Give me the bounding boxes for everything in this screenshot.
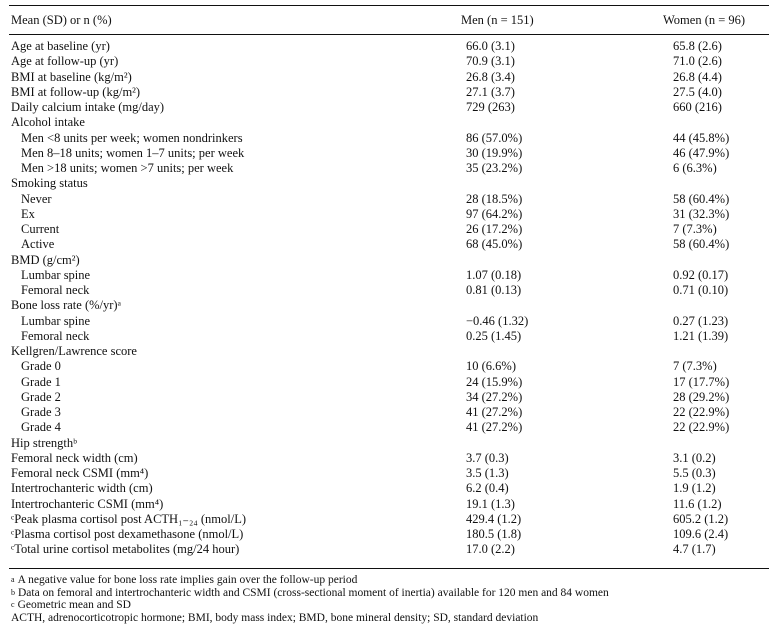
men-value: 26 (17.2%) xyxy=(466,222,523,236)
men-value: 0.25 (1.45) xyxy=(466,328,522,343)
men-value: 35 (23.2%) xyxy=(466,161,523,175)
row-label: ᶜPeak plasma cortisol post ACTH₁₋₂₄ (nmol/L) xyxy=(11,511,246,526)
men-value: 24 (15.9%) xyxy=(466,374,523,389)
women-value: 31 (32.3%) xyxy=(673,206,730,221)
row-label: Never xyxy=(21,191,52,206)
table-row xyxy=(0,329,777,344)
men-value: 3.5 (1.3) xyxy=(466,466,509,480)
row-label: Ex xyxy=(21,206,35,221)
header-measure: Mean (SD) or n (%) xyxy=(11,13,112,27)
men-value: 28 (18.5%) xyxy=(466,191,523,206)
table-row xyxy=(0,466,777,481)
row-label: Alcohol intake xyxy=(11,115,85,130)
row-label: Lumbar spine xyxy=(21,313,91,328)
men-value: 17.0 (2.2) xyxy=(466,542,515,557)
row-label: Age at baseline (yr) xyxy=(11,39,110,53)
men-value: 41 (27.2%) xyxy=(466,405,523,419)
women-value: 11.6 (1.2) xyxy=(673,496,722,511)
women-value: 65.8 (2.6) xyxy=(673,39,722,53)
table-row xyxy=(0,146,777,161)
row-label: Femoral neck xyxy=(21,283,90,297)
table-row xyxy=(0,375,777,390)
header-rule xyxy=(9,34,769,35)
women-value: 0.27 (1.23) xyxy=(673,313,729,328)
footnote xyxy=(11,574,771,587)
table-row xyxy=(0,253,777,268)
footnotes xyxy=(11,574,771,624)
women-value: 26.8 (4.4) xyxy=(673,69,722,84)
row-label: Kellgren/Lawrence score xyxy=(11,344,137,358)
row-label: BMD (g/cm²) xyxy=(11,252,80,267)
row-label: Grade 0 xyxy=(21,359,61,374)
men-value: 180.5 (1.8) xyxy=(466,527,522,541)
women-value: 46 (47.9%) xyxy=(673,145,730,160)
men-value: 27.1 (3.7) xyxy=(466,84,515,99)
men-value: 34 (27.2%) xyxy=(466,389,523,404)
row-label: Lumbar spine xyxy=(21,267,91,282)
women-value: 6 (6.3%) xyxy=(673,161,717,175)
table-row xyxy=(0,542,777,557)
footnote xyxy=(11,612,771,625)
row-label: Current xyxy=(21,222,60,236)
row-label: Smoking status xyxy=(11,176,88,191)
header-women: Women (n = 96) xyxy=(663,13,746,27)
women-value: 58 (60.4%) xyxy=(673,191,730,206)
row-label: Men 8–18 units; women 1–7 units; per week xyxy=(21,145,245,160)
table-row xyxy=(0,39,777,54)
men-value: 0.81 (0.13) xyxy=(466,283,522,297)
table-row xyxy=(0,497,777,512)
table-row xyxy=(0,161,777,176)
women-value: 17 (17.7%) xyxy=(673,374,730,389)
women-value: 3.1 (0.2) xyxy=(673,450,716,465)
women-value: 22 (22.9%) xyxy=(673,405,730,419)
table-row xyxy=(0,512,777,527)
men-value: 86 (57.0%) xyxy=(466,130,523,145)
women-value: 28 (29.2%) xyxy=(673,389,730,404)
footnote-text: Data on femoral and intertrochanteric width and CSMI (cross-sectional moment of inertia) available for 120 men and 84 women xyxy=(18,586,609,599)
footnote xyxy=(11,587,771,600)
row-label: ᶜPlasma cortisol post dexamethasone (nmol/L) xyxy=(11,527,244,541)
women-value: 0.71 (0.10) xyxy=(673,283,729,297)
row-label: Femoral neck width (cm) xyxy=(11,450,138,465)
men-value: 6.2 (0.4) xyxy=(466,481,509,496)
women-value: 7 (7.3%) xyxy=(673,222,717,236)
row-label: Intertrochanteric width (cm) xyxy=(11,481,153,496)
table-row xyxy=(0,222,777,237)
footnote-mark: c xyxy=(11,600,15,609)
men-value: 1.07 (0.18) xyxy=(466,267,522,282)
footnote-mark: b xyxy=(11,587,15,597)
table-row xyxy=(0,237,777,252)
table-row xyxy=(0,481,777,496)
table-row xyxy=(0,176,777,191)
row-label: Intertrochanteric CSMI (mm⁴) xyxy=(11,496,164,511)
women-value: 22 (22.9%) xyxy=(673,420,730,435)
row-label: Femoral neck xyxy=(21,328,90,343)
table-row xyxy=(0,527,777,542)
table-row xyxy=(0,436,777,451)
women-value: 109.6 (2.4) xyxy=(673,527,729,541)
bottom-rule xyxy=(9,568,769,569)
table-row xyxy=(0,268,777,283)
women-value: 27.5 (4.0) xyxy=(673,84,722,99)
table-row xyxy=(0,298,777,313)
men-value: 429.4 (1.2) xyxy=(466,511,522,526)
table-row xyxy=(0,283,777,298)
top-rule xyxy=(9,5,769,6)
women-value: 0.92 (0.17) xyxy=(673,267,729,282)
women-value: 1.9 (1.2) xyxy=(673,481,716,496)
men-value: 10 (6.6%) xyxy=(466,359,516,374)
table-row xyxy=(0,405,777,420)
footnote-text: ACTH, adrenocorticotropic hormone; BMI, body mass index; BMD, bone mineral density; SD, standard deviation xyxy=(11,611,539,624)
men-value: 70.9 (3.1) xyxy=(466,54,515,69)
table-row xyxy=(0,207,777,222)
footnote-mark: a xyxy=(11,575,15,584)
women-value: 7 (7.3%) xyxy=(673,359,717,374)
row-label: Grade 4 xyxy=(21,420,61,435)
row-label: Bone loss rate (%/yr)ᵃ xyxy=(11,298,121,313)
table-row xyxy=(0,420,777,435)
row-label: Hip strengthᵇ xyxy=(11,435,78,450)
table-row xyxy=(0,390,777,405)
table-row xyxy=(0,451,777,466)
women-value: 1.21 (1.39) xyxy=(673,328,729,343)
women-value: 660 (216) xyxy=(673,100,722,114)
row-label: Men <8 units per week; women nondrinkers xyxy=(21,130,243,145)
men-value: 30 (19.9%) xyxy=(466,145,523,160)
men-value: 68 (45.0%) xyxy=(466,237,523,252)
women-value: 44 (45.8%) xyxy=(673,130,730,145)
row-label: BMI at follow-up (kg/m²) xyxy=(11,84,141,99)
women-value: 5.5 (0.3) xyxy=(673,466,716,480)
men-value: 66.0 (3.1) xyxy=(466,39,515,53)
men-value: 3.7 (0.3) xyxy=(466,450,509,465)
table-row xyxy=(0,100,777,115)
row-label: Grade 2 xyxy=(21,389,61,404)
footnote-text: A negative value for bone loss rate implies gain over the follow-up period xyxy=(17,574,358,586)
men-value: 26.8 (3.4) xyxy=(466,69,515,84)
table-row xyxy=(0,344,777,359)
women-value: 605.2 (1.2) xyxy=(673,511,729,526)
row-label: Daily calcium intake (mg/day) xyxy=(11,100,165,114)
header-men: Men (n = 151) xyxy=(461,13,534,27)
men-value: 97 (64.2%) xyxy=(466,206,523,221)
row-label: Active xyxy=(21,237,55,252)
table-row xyxy=(0,85,777,100)
table-row xyxy=(0,192,777,207)
table-row xyxy=(0,359,777,374)
table-row xyxy=(0,70,777,85)
table-row xyxy=(0,131,777,146)
table-row xyxy=(0,54,777,69)
row-label: Grade 3 xyxy=(21,405,61,419)
row-label: ᶜTotal urine cortisol metabolites (mg/24 hour) xyxy=(11,542,240,557)
women-value: 58 (60.4%) xyxy=(673,237,730,252)
row-label: Men >18 units; women >7 units; per week xyxy=(21,161,234,175)
women-value: 4.7 (1.7) xyxy=(673,542,716,557)
men-value: 19.1 (1.3) xyxy=(466,496,515,511)
men-value: 41 (27.2%) xyxy=(466,420,523,435)
footnote xyxy=(11,599,771,612)
table-row xyxy=(0,314,777,329)
table-row xyxy=(0,115,777,130)
men-value: −0.46 (1.32) xyxy=(466,313,529,328)
men-value: 729 (263) xyxy=(466,100,515,114)
women-value: 71.0 (2.6) xyxy=(673,54,722,69)
table-body xyxy=(0,39,777,558)
row-label: BMI at baseline (kg/m²) xyxy=(11,69,132,84)
row-label: Grade 1 xyxy=(21,374,61,389)
footnote-text: Geometric mean and SD xyxy=(17,599,131,611)
row-label: Age at follow-up (yr) xyxy=(11,54,119,69)
row-label: Femoral neck CSMI (mm⁴) xyxy=(11,466,149,480)
